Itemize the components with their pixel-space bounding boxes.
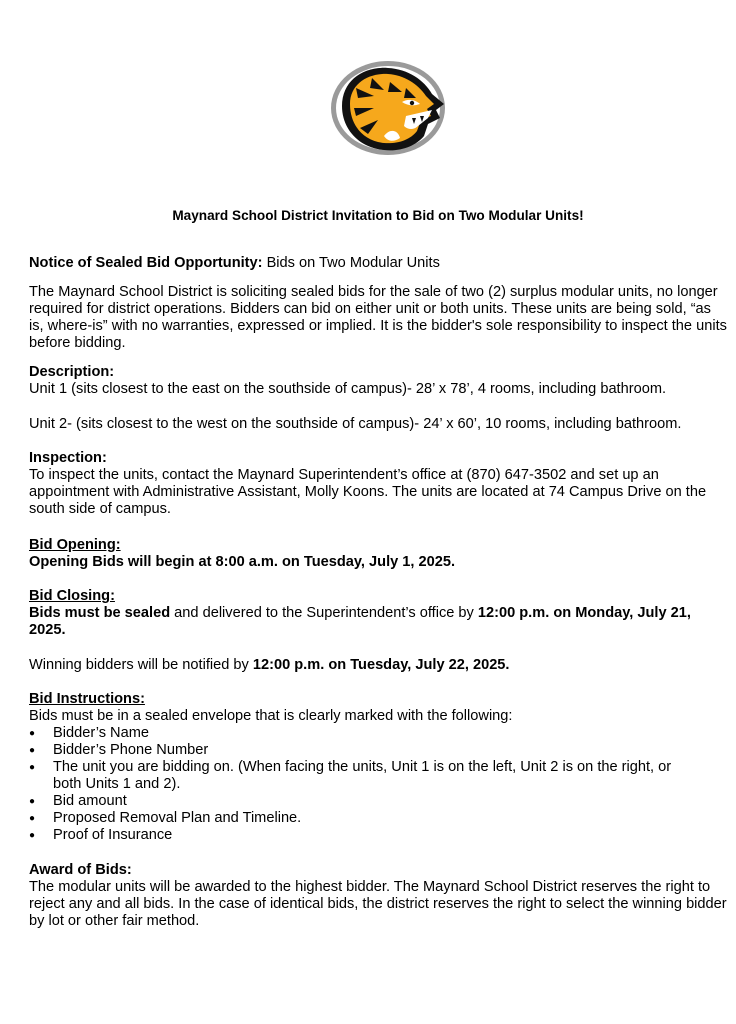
bid-closing-bold1: Bids must be sealed: [29, 605, 171, 621]
page-title: Maynard School District Invitation to Bid on Two Modular Units!: [172, 208, 584, 223]
bid-opening-heading: Bid Opening:: [29, 537, 121, 553]
notice-line: [29, 255, 729, 272]
unit2-description: Unit 2- (sits closest to the west on the southside of campus)- 24’ x 60’, 10 rooms, including bathroom.: [29, 416, 682, 432]
notice-text: Bids on Two Modular Units: [262, 255, 440, 271]
list-item: ● Bidder’s Phone Number: [0, 742, 700, 759]
bid-closing-bold2: 12:00 p.m. on Monday, July 21, 2025.: [29, 605, 691, 638]
list-item: ● Proof of Insurance: [0, 827, 700, 844]
award-heading: Award of Bids:: [29, 862, 132, 878]
intro-paragraph: The Maynard School District is soliciting sealed bids for the sale of two (2) surplus modular units, no longer required for district operations. Bidders can bid on either unit or both units. These units are being sold, “as is, where-is” with no warranties, expressed or implied. It is the bidder's sole responsibility to inspect the units before bidding.: [29, 284, 727, 351]
award-section: [29, 862, 729, 930]
bid-closing-text1: and delivered to the Superintendent’s office by: [170, 605, 478, 621]
tiger-mascot-icon: [328, 58, 450, 158]
bid-opening-section: [29, 537, 729, 571]
description-heading: Description:: [29, 364, 115, 380]
winner-date: 12:00 p.m. on Tuesday, July 22, 2025.: [252, 657, 510, 673]
description-section: [29, 364, 729, 398]
bid-instructions-section: [29, 691, 729, 725]
bid-opening-text: Opening Bids will begin at 8:00 a.m. on Tuesday, July 1, 2025.: [29, 554, 456, 570]
bid-instructions-heading: Bid Instructions:: [29, 691, 145, 707]
inspection-section: [29, 450, 729, 518]
award-text: The modular units will be awarded to the highest bidder. The Maynard School District reserves the right to reject any and all bids. In the case of identical bids, the district reserves the right to select the winning bidder by lot or other fair method.: [29, 879, 727, 929]
list-item: ● Bidder’s Name: [0, 725, 700, 742]
notice-label: Notice of Sealed Bid Opportunity:: [29, 255, 263, 271]
bid-instructions-list: [0, 725, 700, 844]
list-item: ● Bid amount: [0, 793, 700, 810]
inspection-text: To inspect the units, contact the Maynard Superintendent’s office at (870) 647-3502 and set up an appointment with Administrative Assistant, Molly Koons. The units are located at 74 Campus Drive on the south side of campus.: [29, 467, 707, 517]
inspection-heading: Inspection:: [29, 450, 107, 466]
winner-notice: [29, 657, 729, 674]
bid-closing-heading: Bid Closing:: [29, 588, 115, 604]
bid-closing-section: [29, 588, 729, 639]
list-item: ● The unit you are bidding on. (When facing the units, Unit 1 is on the left, Unit 2 is on the right, or both Units 1 and 2).: [0, 759, 700, 793]
bid-instructions-intro: Bids must be in a sealed envelope that is clearly marked with the following:: [29, 708, 513, 724]
unit1-description: Unit 1 (sits closest to the east on the southside of campus)- 28’ x 78’, 4 rooms, including bathroom.: [29, 381, 667, 397]
list-item: ● Proposed Removal Plan and Timeline.: [0, 810, 700, 827]
winner-text: Winning bidders will be notified by: [29, 657, 253, 673]
